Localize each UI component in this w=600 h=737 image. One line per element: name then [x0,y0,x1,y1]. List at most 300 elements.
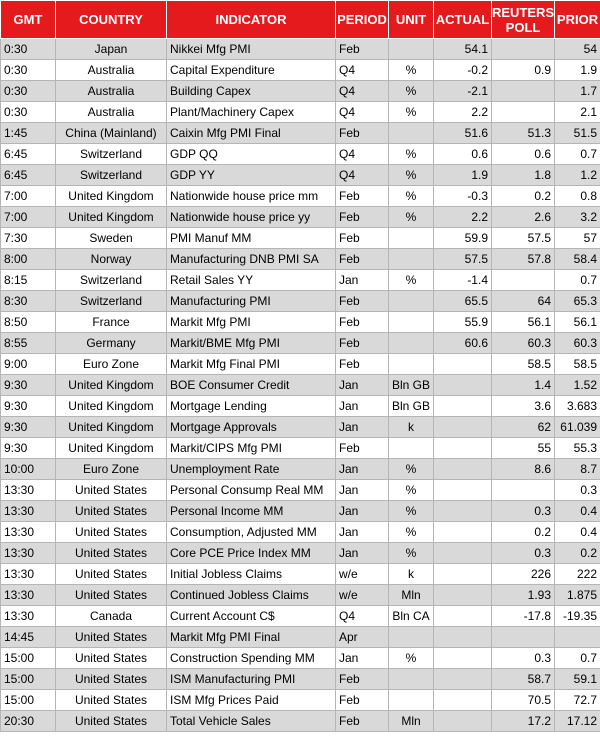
cell-unit: Mln [389,585,434,606]
cell-unit [389,438,434,459]
cell-unit: % [389,543,434,564]
table-row [1,312,600,333]
cell-indicator: Personal Consump Real MM [167,480,336,501]
cell-gmt: 6:45 [1,165,56,186]
cell-reuters-poll [492,480,555,501]
cell-country: Australia [56,102,167,123]
table-row [1,165,600,186]
table-row [1,543,600,564]
cell-reuters-poll: 0.3 [492,648,555,669]
cell-gmt: 1:45 [1,123,56,144]
cell-gmt: 20:30 [1,711,56,732]
table-row [1,396,600,417]
cell-country: United States [56,501,167,522]
cell-country: United States [56,522,167,543]
table-row [1,375,600,396]
cell-unit: % [389,144,434,165]
cell-reuters-poll: 0.6 [492,144,555,165]
cell-reuters-poll: 57.5 [492,228,555,249]
cell-unit: Mln [389,711,434,732]
cell-indicator: Unemployment Rate [167,459,336,480]
cell-gmt: 8:30 [1,291,56,312]
table-row [1,291,600,312]
cell-reuters-poll [492,81,555,102]
cell-actual [434,438,492,459]
cell-actual [434,585,492,606]
cell-prior: 2.1 [555,102,600,123]
cell-gmt: 8:00 [1,249,56,270]
cell-reuters-poll: 17.2 [492,711,555,732]
cell-period: w/e [336,564,389,585]
cell-period: Apr [336,627,389,648]
cell-actual [434,669,492,690]
cell-reuters-poll: 1.8 [492,165,555,186]
cell-country: Switzerland [56,165,167,186]
table-row [1,627,600,648]
cell-prior: 0.4 [555,522,600,543]
cell-unit: k [389,417,434,438]
cell-gmt: 0:30 [1,102,56,123]
cell-gmt: 7:00 [1,186,56,207]
cell-reuters-poll: 0.3 [492,501,555,522]
cell-reuters-poll: -17.8 [492,606,555,627]
cell-unit: % [389,102,434,123]
cell-gmt: 7:30 [1,228,56,249]
cell-prior: 57 [555,228,600,249]
cell-period: Jan [336,480,389,501]
cell-reuters-poll: 55 [492,438,555,459]
cell-period: Jan [336,417,389,438]
cell-indicator: Markit/BME Mfg PMI [167,333,336,354]
cell-period: Feb [336,690,389,711]
cell-country: United Kingdom [56,207,167,228]
header-country: COUNTRY [56,1,167,39]
cell-actual: 60.6 [434,333,492,354]
table-row [1,249,600,270]
cell-gmt: 0:30 [1,60,56,81]
cell-unit: % [389,648,434,669]
cell-unit [389,669,434,690]
header-row [1,1,600,39]
cell-indicator: ISM Manufacturing PMI [167,669,336,690]
table-row [1,102,600,123]
cell-gmt: 6:45 [1,144,56,165]
cell-prior: 17.12 [555,711,600,732]
cell-indicator: ISM Mfg Prices Paid [167,690,336,711]
cell-indicator: Plant/Machinery Capex [167,102,336,123]
cell-indicator: Total Vehicle Sales [167,711,336,732]
cell-country: Euro Zone [56,354,167,375]
cell-unit [389,312,434,333]
cell-unit [389,291,434,312]
cell-reuters-poll: 64 [492,291,555,312]
table-row [1,522,600,543]
cell-unit: Bln CA [389,606,434,627]
header-indicator: INDICATOR [167,1,336,39]
cell-indicator: Consumption, Adjusted MM [167,522,336,543]
cell-gmt: 9:30 [1,396,56,417]
cell-indicator: PMI Manuf MM [167,228,336,249]
cell-indicator: GDP YY [167,165,336,186]
cell-period: Feb [336,711,389,732]
cell-period: Q4 [336,165,389,186]
cell-indicator: Markit/CIPS Mfg PMI [167,438,336,459]
cell-actual: 51.6 [434,123,492,144]
cell-actual [434,354,492,375]
cell-unit [389,123,434,144]
cell-period: Q4 [336,606,389,627]
cell-indicator: Markit Mfg PMI [167,312,336,333]
cell-reuters-poll: 1.93 [492,585,555,606]
cell-gmt: 13:30 [1,606,56,627]
table-row [1,228,600,249]
table-row [1,669,600,690]
cell-period: Feb [336,39,389,60]
cell-gmt: 15:00 [1,669,56,690]
cell-country: United States [56,711,167,732]
cell-period: Jan [336,648,389,669]
cell-prior [555,627,600,648]
cell-indicator: Markit Mfg PMI Final [167,627,336,648]
cell-reuters-poll: 51.3 [492,123,555,144]
cell-actual [434,417,492,438]
cell-indicator: Personal Income MM [167,501,336,522]
table-row [1,438,600,459]
cell-period: Q4 [336,81,389,102]
cell-country: France [56,312,167,333]
cell-period: Feb [336,669,389,690]
cell-prior: 61.039 [555,417,600,438]
cell-indicator: Initial Jobless Claims [167,564,336,585]
cell-country: Australia [56,60,167,81]
cell-gmt: 9:30 [1,375,56,396]
cell-unit: % [389,522,434,543]
cell-actual [434,690,492,711]
cell-indicator: Retail Sales YY [167,270,336,291]
cell-prior: 0.7 [555,648,600,669]
cell-actual: 2.2 [434,102,492,123]
cell-gmt: 14:45 [1,627,56,648]
cell-period: Feb [336,291,389,312]
cell-period: Feb [336,312,389,333]
cell-period: Jan [336,522,389,543]
cell-unit: % [389,207,434,228]
cell-indicator: Caixin Mfg PMI Final [167,123,336,144]
cell-period: Jan [336,270,389,291]
table-row [1,39,600,60]
cell-reuters-poll: 60.3 [492,333,555,354]
cell-unit [389,333,434,354]
cell-country: Japan [56,39,167,60]
cell-reuters-poll: 70.5 [492,690,555,711]
cell-prior: 0.7 [555,144,600,165]
cell-country: United Kingdom [56,375,167,396]
cell-actual: 0.6 [434,144,492,165]
cell-reuters-poll: 62 [492,417,555,438]
cell-indicator: BOE Consumer Credit [167,375,336,396]
cell-period: Jan [336,501,389,522]
cell-reuters-poll: 226 [492,564,555,585]
cell-unit: Bln GB [389,396,434,417]
cell-indicator: Nationwide house price mm [167,186,336,207]
cell-gmt: 8:15 [1,270,56,291]
cell-actual [434,606,492,627]
cell-unit [389,627,434,648]
table-row [1,501,600,522]
cell-actual [434,522,492,543]
cell-country: United Kingdom [56,186,167,207]
table-row [1,480,600,501]
cell-unit: % [389,501,434,522]
table-row [1,648,600,669]
cell-prior: 0.3 [555,480,600,501]
table-row [1,81,600,102]
cell-actual [434,480,492,501]
cell-prior: 0.7 [555,270,600,291]
cell-reuters-poll: 56.1 [492,312,555,333]
cell-prior: 51.5 [555,123,600,144]
cell-gmt: 13:30 [1,543,56,564]
cell-prior: 54 [555,39,600,60]
cell-reuters-poll: 57.8 [492,249,555,270]
cell-gmt: 13:30 [1,480,56,501]
cell-country: United States [56,627,167,648]
header-period: PERIOD [336,1,389,39]
cell-prior: 1.2 [555,165,600,186]
cell-prior: 1.52 [555,375,600,396]
header-gmt: GMT [1,1,56,39]
cell-gmt: 10:00 [1,459,56,480]
cell-actual: -2.1 [434,81,492,102]
table-row [1,585,600,606]
cell-actual [434,375,492,396]
cell-indicator: Mortgage Approvals [167,417,336,438]
cell-indicator: Manufacturing DNB PMI SA [167,249,336,270]
cell-indicator: Nikkei Mfg PMI [167,39,336,60]
cell-unit: % [389,480,434,501]
cell-reuters-poll: 0.9 [492,60,555,81]
cell-prior: 0.2 [555,543,600,564]
cell-prior: 1.9 [555,60,600,81]
cell-prior: 222 [555,564,600,585]
cell-reuters-poll: 2.6 [492,207,555,228]
cell-gmt: 15:00 [1,648,56,669]
table-row [1,186,600,207]
cell-gmt: 8:55 [1,333,56,354]
cell-unit: % [389,270,434,291]
cell-indicator: Markit Mfg Final PMI [167,354,336,375]
cell-gmt: 0:30 [1,81,56,102]
cell-period: Feb [336,207,389,228]
cell-country: United States [56,543,167,564]
cell-indicator: Manufacturing PMI [167,291,336,312]
cell-country: Canada [56,606,167,627]
cell-country: Australia [56,81,167,102]
cell-prior: 72.7 [555,690,600,711]
cell-period: w/e [336,585,389,606]
cell-period: Jan [336,396,389,417]
cell-actual [434,543,492,564]
table-row [1,711,600,732]
cell-indicator: Continued Jobless Claims [167,585,336,606]
cell-period: Feb [336,333,389,354]
cell-unit [389,228,434,249]
table-row [1,459,600,480]
cell-prior: 60.3 [555,333,600,354]
cell-country: United States [56,564,167,585]
cell-actual [434,648,492,669]
cell-actual: 2.2 [434,207,492,228]
cell-period: Jan [336,375,389,396]
cell-gmt: 9:30 [1,417,56,438]
table-row [1,123,600,144]
cell-indicator: GDP QQ [167,144,336,165]
cell-gmt: 15:00 [1,690,56,711]
cell-reuters-poll: 3.6 [492,396,555,417]
cell-actual: 1.9 [434,165,492,186]
header-reuters-poll [492,1,555,39]
table-row [1,333,600,354]
cell-prior: 3.683 [555,396,600,417]
cell-country: United Kingdom [56,417,167,438]
cell-prior: 65.3 [555,291,600,312]
cell-actual [434,627,492,648]
cell-actual: -0.2 [434,60,492,81]
cell-unit: % [389,459,434,480]
cell-unit: % [389,186,434,207]
cell-actual: 55.9 [434,312,492,333]
cell-period: Feb [336,249,389,270]
cell-actual [434,564,492,585]
cell-indicator: Mortgage Lending [167,396,336,417]
cell-unit: % [389,60,434,81]
cell-actual: -0.3 [434,186,492,207]
table-row [1,417,600,438]
cell-indicator: Core PCE Price Index MM [167,543,336,564]
cell-unit [389,249,434,270]
cell-reuters-poll: 0.2 [492,522,555,543]
cell-prior: 0.8 [555,186,600,207]
cell-prior: -19.35 [555,606,600,627]
cell-gmt: 13:30 [1,501,56,522]
table-row [1,606,600,627]
cell-reuters-poll: 0.2 [492,186,555,207]
cell-reuters-poll: 58.7 [492,669,555,690]
table-body [1,39,600,732]
cell-prior: 58.5 [555,354,600,375]
cell-actual: 54.1 [434,39,492,60]
cell-country: Norway [56,249,167,270]
cell-prior: 8.7 [555,459,600,480]
cell-prior: 58.4 [555,249,600,270]
cell-gmt: 13:30 [1,522,56,543]
cell-actual [434,396,492,417]
cell-country: United States [56,690,167,711]
cell-actual [434,711,492,732]
cell-period: Feb [336,228,389,249]
cell-actual [434,501,492,522]
table-row [1,144,600,165]
cell-country: Germany [56,333,167,354]
cell-actual: 57.5 [434,249,492,270]
cell-reuters-poll [492,39,555,60]
cell-period: Jan [336,459,389,480]
cell-country: China (Mainland) [56,123,167,144]
cell-unit: k [389,564,434,585]
cell-unit [389,39,434,60]
cell-gmt: 9:30 [1,438,56,459]
cell-gmt: 0:30 [1,39,56,60]
cell-reuters-poll [492,627,555,648]
cell-country: Sweden [56,228,167,249]
cell-period: Feb [336,354,389,375]
cell-country: Switzerland [56,270,167,291]
cell-actual: 65.5 [434,291,492,312]
cell-period: Jan [336,543,389,564]
cell-reuters-poll: 8.6 [492,459,555,480]
cell-period: Q4 [336,144,389,165]
cell-indicator: Current Account C$ [167,606,336,627]
cell-country: Switzerland [56,144,167,165]
cell-unit: Bln GB [389,375,434,396]
cell-unit: % [389,81,434,102]
header-unit: UNIT [389,1,434,39]
cell-indicator: Nationwide house price yy [167,207,336,228]
cell-actual: -1.4 [434,270,492,291]
cell-indicator: Construction Spending MM [167,648,336,669]
cell-unit [389,354,434,375]
cell-reuters-poll: 0.3 [492,543,555,564]
cell-country: United Kingdom [56,438,167,459]
cell-gmt: 7:00 [1,207,56,228]
cell-unit: % [389,165,434,186]
cell-prior: 1.875 [555,585,600,606]
cell-unit [389,690,434,711]
cell-period: Q4 [336,102,389,123]
cell-country: United States [56,669,167,690]
table-row [1,354,600,375]
cell-period: Feb [336,123,389,144]
cell-period: Feb [336,438,389,459]
cell-country: United States [56,585,167,606]
table-row [1,60,600,81]
cell-period: Q4 [336,60,389,81]
cell-reuters-poll [492,102,555,123]
cell-reuters-poll: 58.5 [492,354,555,375]
cell-country: Euro Zone [56,459,167,480]
cell-country: United Kingdom [56,396,167,417]
cell-country: United States [56,648,167,669]
cell-prior: 1.7 [555,81,600,102]
header-poll-line1: REUTERS [492,4,555,20]
table-row [1,564,600,585]
cell-gmt: 8:50 [1,312,56,333]
table-row [1,270,600,291]
cell-actual: 59.9 [434,228,492,249]
cell-gmt: 13:30 [1,564,56,585]
cell-reuters-poll [492,270,555,291]
cell-prior: 0.4 [555,501,600,522]
cell-prior: 55.3 [555,438,600,459]
cell-country: United States [56,480,167,501]
header-prior: PRIOR [555,1,600,39]
cell-prior: 59.1 [555,669,600,690]
cell-indicator: Building Capex [167,81,336,102]
cell-reuters-poll: 1.4 [492,375,555,396]
table-row [1,207,600,228]
cell-prior: 3.2 [555,207,600,228]
cell-period: Feb [336,186,389,207]
